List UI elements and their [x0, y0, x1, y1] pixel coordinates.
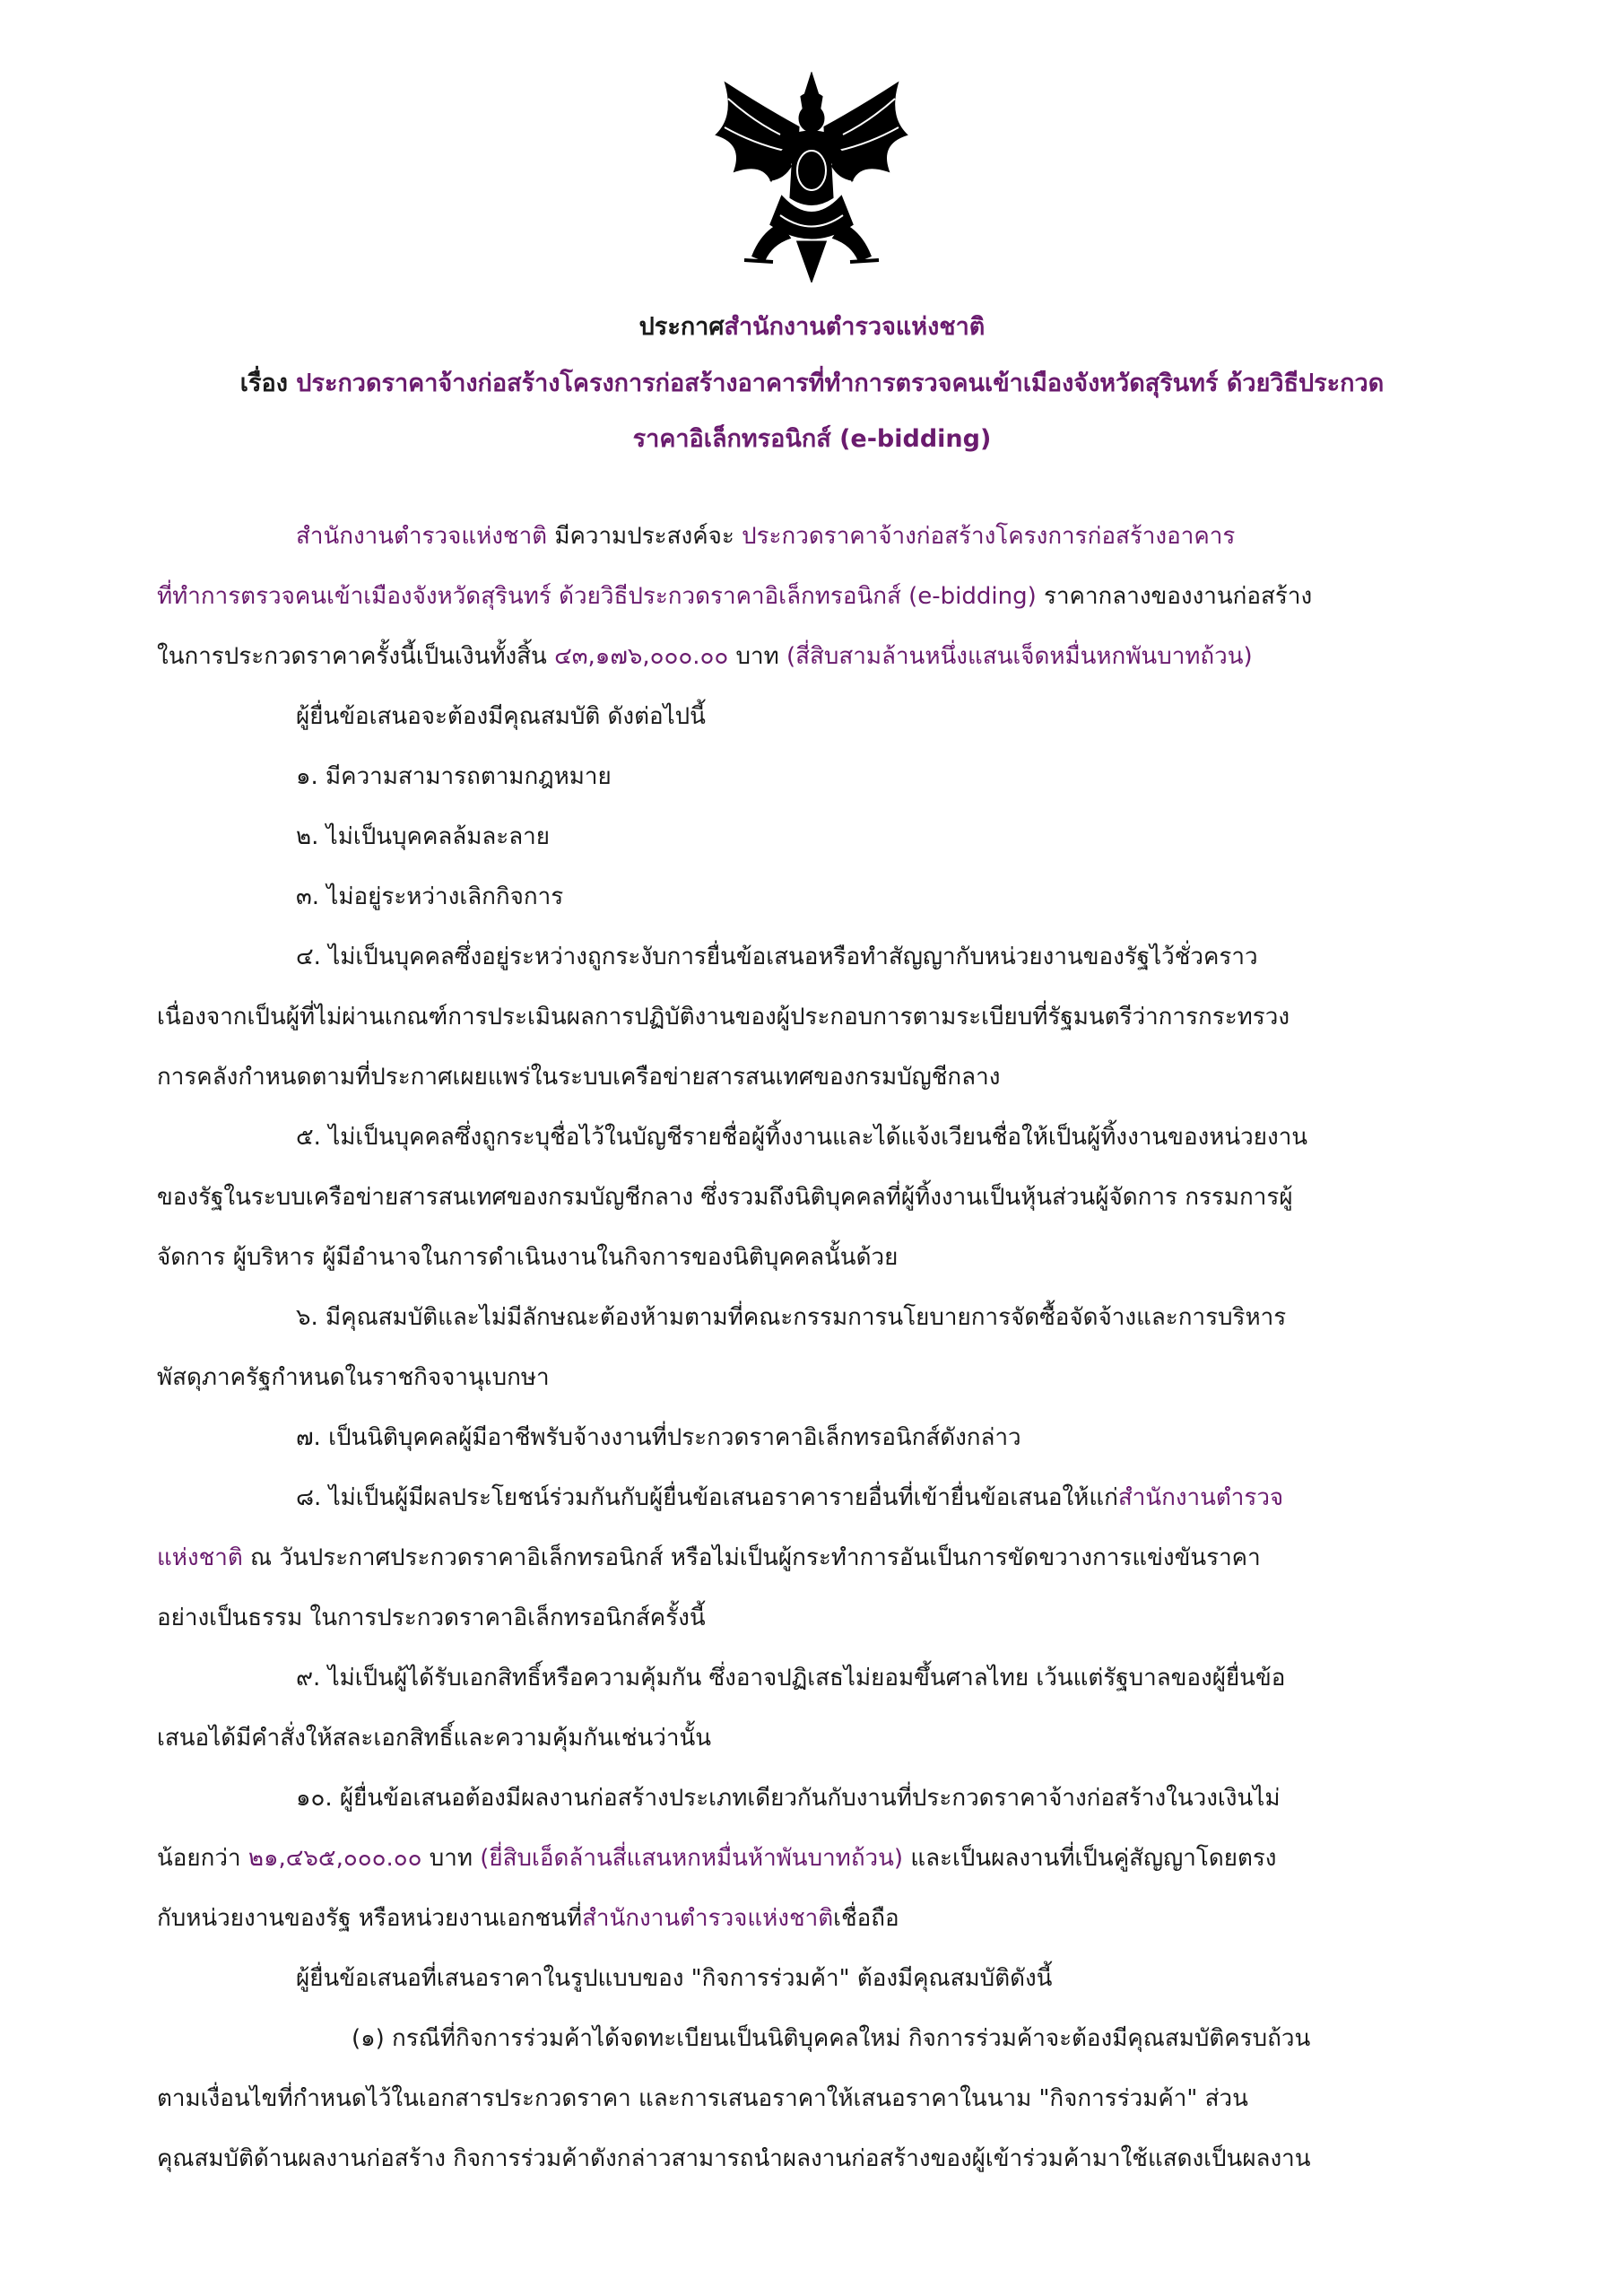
qualification-item-9-line-1: ๙. ไม่เป็นผู้ได้รับเอกสิทธิ์หรือความคุ้มกัน ซึ่งอาจปฏิเสธไม่ยอมขึ้นศาลไทย เว้นแต่รัฐบาลของผู้ยื่นข้อ [296, 1665, 1286, 1692]
qualification-item-7: ๗. เป็นนิติบุคคลผู้มีอาชีพรับจ้างงานที่ประกวดราคาอิเล็กทรอนิกส์ดังกล่าว [296, 1424, 1021, 1451]
subject-label: เรื่อง [239, 370, 288, 397]
median-price-words: (สี่สิบสามล้านหนึ่งแสนเจ็ดหมื่นหกพันบาทถ้วน) [786, 643, 1253, 670]
qualification-item-2: ๒. ไม่เป็นบุคคลล้มละลาย [296, 823, 551, 850]
agency-name: สำนักงานตำรวจแห่งชาติ [724, 313, 986, 341]
joint-venture-item-1-line-2: ตามเงื่อนไขที่กำหนดไว้ในเอกสารประกวดราคา และการเสนอราคาให้เสนอราคาในนาม "กิจการร่วมค้า" ส่วน [157, 2085, 1248, 2112]
experience-amount: ๒๑,๔๖๕,๐๐๐.๐๐ [248, 1845, 422, 1872]
announcement-prefix: ประกาศ [638, 313, 725, 341]
subject-text-1: ประกวดราคาจ้างก่อสร้างโครงการก่อสร้างอาคารที่ทำการตรวจคนเข้าเมืองจังหวัดสุรินทร์ ด้วยวิธีประกวด [296, 370, 1385, 397]
qualification-item-5-line-2: ของรัฐในระบบเครือข่ายสารสนเทศของกรมบัญชีกลาง ซึ่งรวมถึงนิติบุคคลที่ผู้ทิ้งงานเป็นหุ้นส่วนผู้จัดการ กรรมการผู้ [157, 1184, 1293, 1211]
qualification-item-10-line-3: กับหน่วยงานของรัฐ หรือหน่วยงานเอกชนที่สำนักงานตำรวจแห่งชาติเชื่อถือ [157, 1905, 899, 1932]
qualification-item-8-line-1: ๘. ไม่เป็นผู้มีผลประโยชน์ร่วมกันกับผู้ยื่นข้อเสนอราคารายอื่นที่เข้ายื่นข้อเสนอให้แก่สำนักงานตำรวจ [296, 1484, 1284, 1511]
qualification-item-3: ๓. ไม่อยู่ระหว่างเลิกกิจการ [296, 883, 564, 910]
qualification-item-10-line-2: น้อยกว่า ๒๑,๔๖๕,๐๐๐.๐๐ บาท (ยี่สิบเอ็ดล้านสี่แสนหกหมื่นห้าพันบาทถ้วน) และเป็นผลงานที่เป็นคู่สัญญาโดยตรง [157, 1845, 1277, 1872]
intro-line-3: ในการประกวดราคาครั้งนี้เป็นเงินทั้งสิ้น ๔๓,๑๗๖,๐๐๐.๐๐ บาท (สี่สิบสามล้านหนึ่งแสนเจ็ดหมื่นหกพันบาทถ้วน) [157, 643, 1253, 670]
qualification-item-4-line-2: เนื่องจากเป็นผู้ที่ไม่ผ่านเกณฑ์การประเมินผลการปฏิบัติงานของผู้ประกอบการตามระเบียบที่รัฐมนตรีว่าการกระทรวง [157, 1004, 1290, 1031]
qualification-item-9-line-2: เสนอได้มีคำสั่งให้สละเอกสิทธิ์และความคุ้มกันเช่นว่านั้น [157, 1725, 712, 1752]
intro-line-1: สำนักงานตำรวจแห่งชาติ มีความประสงค์จะ ประกวดราคาจ้างก่อสร้างโครงการก่อสร้างอาคาร [296, 523, 1236, 550]
joint-venture-item-1-line-1: (๑) กรณีที่กิจการร่วมค้าได้จดทะเบียนเป็นนิติบุคคลใหม่ กิจการร่วมค้าจะต้องมีคุณสมบัติครบถ้วน [352, 2025, 1311, 2052]
joint-venture-intro: ผู้ยื่นข้อเสนอที่เสนอราคาในรูปแบบของ "กิจการร่วมค้า" ต้องมีคุณสมบัติดังนี้ [296, 1965, 1053, 1992]
qualification-item-8-line-3: อย่างเป็นธรรม ในการประกวดราคาอิเล็กทรอนิกส์ครั้งนี้ [157, 1605, 706, 1631]
qualification-item-6-line-2: พัสดุภาครัฐกำหนดในราชกิจจานุเบกษา [157, 1364, 550, 1391]
intro-line-2: ที่ทำการตรวจคนเข้าเมืองจังหวัดสุรินทร์ ด้วยวิธีประกวดราคาอิเล็กทรอนิกส์ (e-bidding) ราคากลางของงานก่อสร้าง [157, 583, 1313, 610]
median-price: ๔๓,๑๗๖,๐๐๐.๐๐ [554, 643, 729, 670]
qualifications-intro: ผู้ยื่นข้อเสนอจะต้องมีคุณสมบัติ ดังต่อไปนี้ [296, 703, 706, 730]
qualification-item-1: ๑. มีความสามารถตามกฎหมาย [296, 763, 612, 790]
qualification-item-5-line-1: ๕. ไม่เป็นบุคคลซึ่งถูกระบุชื่อไว้ในบัญชีรายชื่อผู้ทิ้งงานและได้แจ้งเวียนชื่อให้เป็นผู้ทิ้งงานของหน่วยงาน [296, 1124, 1308, 1151]
qualification-item-10-line-1: ๑๐. ผู้ยื่นข้อเสนอต้องมีผลงานก่อสร้างประเภทเดียวกันกับงานที่ประกวดราคาจ้างก่อสร้างในวงเงินไม่ [296, 1785, 1281, 1812]
joint-venture-item-1-line-3: คุณสมบัติด้านผลงานก่อสร้าง กิจการร่วมค้าดังกล่าวสามารถนำผลงานก่อสร้างของผู้เข้าร่วมค้ามาใช้แสดงเป็นผลงาน [157, 2145, 1311, 2172]
qualification-item-6-line-1: ๖. มีคุณสมบัติและไม่มีลักษณะต้องห้ามตามที่คณะกรรมการนโยบายการจัดซื้อจัดจ้างและการบริหาร [296, 1304, 1287, 1331]
qualification-item-5-line-3: จัดการ ผู้บริหาร ผู้มีอำนาจในการดำเนินงานในกิจการของนิติบุคคลนั้นด้วย [157, 1244, 899, 1271]
qualification-item-8-line-2: แห่งชาติ ณ วันประกาศประกวดราคาอิเล็กทรอนิกส์ หรือไม่เป็นผู้กระทำการอันเป็นการขัดขวางการแข่งขันราคา [157, 1544, 1261, 1571]
subject-line-2: ราคาอิเล็กทรอนิกส์ (e-bidding) [632, 425, 992, 453]
experience-amount-words: (ยี่สิบเอ็ดล้านสี่แสนหกหมื่นห้าพันบาทถ้วน) [480, 1845, 904, 1872]
qualification-item-4-line-3: การคลังกำหนดตามที่ประกาศเผยแพร่ในระบบเครือข่ายสารสนเทศของกรมบัญชีกลาง [157, 1064, 1001, 1091]
qualification-item-4-line-1: ๔. ไม่เป็นบุคคลซึ่งอยู่ระหว่างถูกระงับการยื่นข้อเสนอหรือทำสัญญากับหน่วยงานของรัฐไว้ชั่วคราว [296, 944, 1258, 970]
